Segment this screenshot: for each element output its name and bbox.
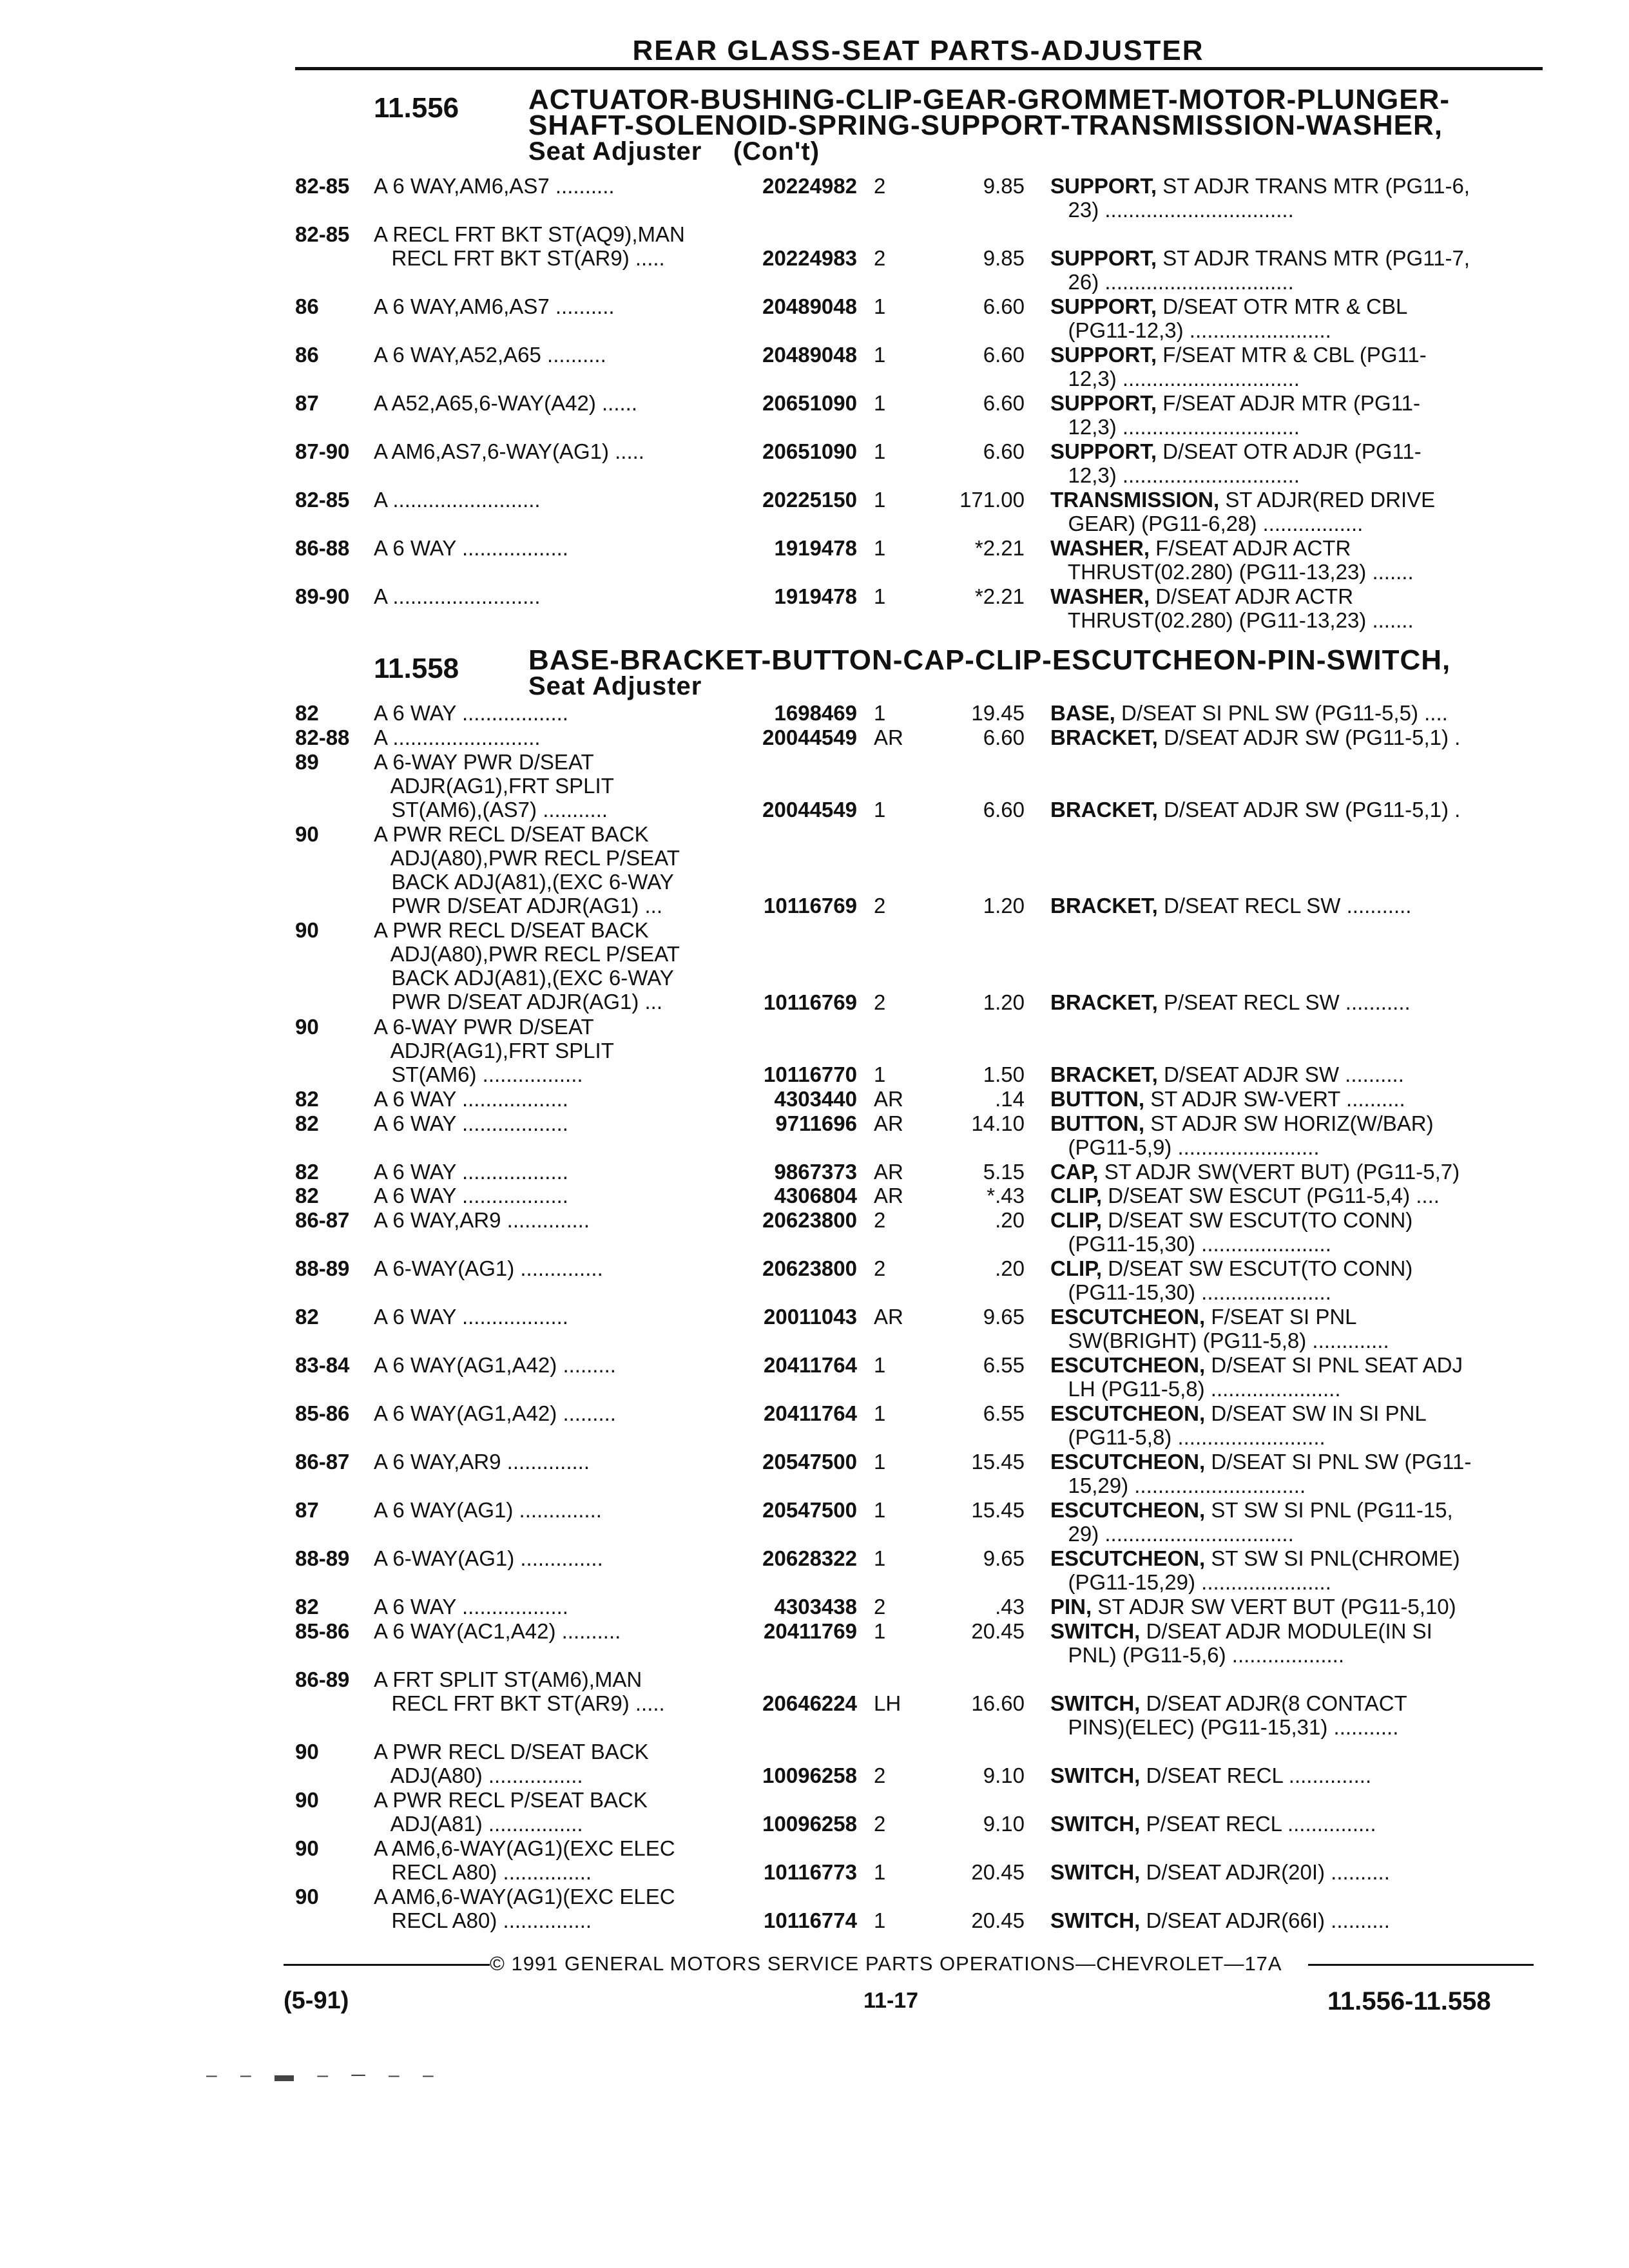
part-number: 10116773 xyxy=(763,1860,857,1885)
part-row xyxy=(0,918,1629,1014)
part-name: CLIP, D/SEAT SW ESCUT (PG11-5,4) .... xyxy=(1050,1184,1440,1208)
application-description: A AM6,AS7,6-WAY(AG1) ..... xyxy=(374,439,644,464)
application-description: A ......................... xyxy=(374,584,541,609)
quantity: 2 xyxy=(874,1256,886,1281)
quantity: AR xyxy=(874,1086,903,1111)
footer-date: (5-91) xyxy=(284,1987,349,2014)
part-name: WASHER, D/SEAT ADJR ACTR THRUST(02.280) (PG11-13,23) ....... xyxy=(1050,584,1414,633)
part-number: 10116769 xyxy=(763,990,857,1014)
part-number: 20489048 xyxy=(762,294,857,319)
part-name: BUTTON, ST ADJR SW-VERT .......... xyxy=(1050,1086,1405,1111)
application-description: A 6-WAY PWR D/SEAT ADJR(AG1),FRT SPLIT ST(AM6),(AS7) ........... xyxy=(374,749,614,822)
price: .20 xyxy=(995,1208,1025,1233)
part-row xyxy=(0,391,1629,439)
part-number: 20011043 xyxy=(763,1305,857,1329)
part-name-keyword: SWITCH, xyxy=(1050,1691,1141,1716)
price: 1.20 xyxy=(983,894,1025,918)
price: 5.15 xyxy=(983,1159,1025,1184)
part-number: 20411769 xyxy=(763,1619,857,1643)
quantity: 1 xyxy=(874,1498,886,1523)
application-description: A 6 WAY .................. xyxy=(374,701,568,725)
model-years: 90 xyxy=(295,918,319,943)
model-years: 90 xyxy=(295,1740,319,1764)
part-row xyxy=(0,1788,1629,1836)
application-description: A PWR RECL D/SEAT BACK ADJ(A80),PWR RECL P/SEAT BACK ADJ(A81),(EXC 6-WAY PWR D/SEAT ADJR(AG1) ... xyxy=(374,918,680,1014)
part-row xyxy=(0,1595,1629,1619)
part-name: SWITCH, D/SEAT ADJR(8 CONTACT PINS)(ELEC) (PG11-15,31) ........... xyxy=(1050,1691,1407,1740)
part-row xyxy=(0,1208,1629,1256)
part-name: BASE, D/SEAT SI PNL SW (PG11-5,5) .... xyxy=(1050,701,1448,725)
part-name: BRACKET, P/SEAT RECL SW ........... xyxy=(1050,990,1411,1014)
part-row xyxy=(0,1836,1629,1884)
application-description: A PWR RECL D/SEAT BACK ADJ(A80),PWR RECL P/SEAT BACK ADJ(A81),(EXC 6-WAY PWR D/SEAT ADJR(AG1) ... xyxy=(374,822,680,918)
price: 9.85 xyxy=(983,174,1025,198)
model-years: 82-88 xyxy=(295,725,350,749)
quantity: 1 xyxy=(874,701,886,725)
part-number: 9711696 xyxy=(775,1111,857,1135)
model-years: 83-84 xyxy=(295,1353,350,1378)
part-name: SUPPORT, ST ADJR TRANS MTR (PG11-6, 23) ................................ xyxy=(1050,174,1470,222)
model-years: 82 xyxy=(295,701,319,725)
quantity: AR xyxy=(874,725,903,749)
section-title-line: SHAFT-SOLENOID-SPRING-SUPPORT-TRANSMISSION-WASHER, xyxy=(528,110,1443,141)
part-name: ESCUTCHEON, ST SW SI PNL(CHROME) (PG11-15,29) ...................... xyxy=(1050,1546,1460,1595)
part-name-keyword: WASHER, xyxy=(1050,536,1150,561)
application-description: A 6-WAY(AG1) .............. xyxy=(374,1256,603,1281)
part-name-keyword: BRACKET, xyxy=(1050,894,1158,918)
part-row xyxy=(0,439,1629,487)
quantity: 1 xyxy=(874,1450,886,1474)
part-name-keyword: BASE, xyxy=(1050,701,1115,725)
part-name: ESCUTCHEON, D/SEAT SI PNL SEAT ADJ LH (PG11-5,8) ...................... xyxy=(1050,1353,1463,1401)
model-years: 86-87 xyxy=(295,1450,350,1474)
quantity: 2 xyxy=(874,246,886,271)
part-name-keyword: SUPPORT, xyxy=(1050,343,1157,367)
part-name-keyword: SUPPORT, xyxy=(1050,174,1157,198)
part-name-keyword: CLIP, xyxy=(1050,1184,1103,1208)
footer-section-range: 11.556-11.558 xyxy=(1327,1987,1491,2015)
part-number: 20224983 xyxy=(762,246,857,271)
part-number: 20411764 xyxy=(763,1353,857,1378)
model-years: 82-85 xyxy=(295,488,350,512)
price: .20 xyxy=(995,1256,1025,1281)
part-name: PIN, ST ADJR SW VERT BUT (PG11-5,10) xyxy=(1050,1595,1456,1619)
part-row xyxy=(0,1546,1629,1594)
quantity: 1 xyxy=(874,294,886,319)
model-years: 86 xyxy=(295,343,319,367)
part-name-keyword: BRACKET, xyxy=(1050,797,1158,822)
part-row xyxy=(0,1740,1629,1787)
part-name: CLIP, D/SEAT SW ESCUT(TO CONN) (PG11-15,30) ...................... xyxy=(1050,1256,1413,1305)
part-number: 4306804 xyxy=(774,1184,857,1208)
price: 6.60 xyxy=(983,725,1025,749)
part-name: SWITCH, P/SEAT RECL ............... xyxy=(1050,1812,1376,1836)
price: 6.60 xyxy=(983,343,1025,367)
quantity: 1 xyxy=(874,1908,886,1933)
part-number: 10116770 xyxy=(763,1062,857,1086)
part-row xyxy=(0,1401,1629,1449)
quantity: 1 xyxy=(874,391,886,416)
model-years: 86-88 xyxy=(295,536,350,561)
part-row xyxy=(0,222,1629,294)
part-number: 20646224 xyxy=(762,1691,857,1716)
price: 6.55 xyxy=(983,1353,1025,1378)
quantity: 2 xyxy=(874,990,886,1014)
part-name: BRACKET, D/SEAT ADJR SW (PG11-5,1) . xyxy=(1050,797,1461,822)
part-number: 10116769 xyxy=(763,894,857,918)
section-title-line: BASE-BRACKET-BUTTON-CAP-CLIP-ESCUTCHEON-PIN-SWITCH, xyxy=(528,644,1451,676)
part-name-keyword: CAP, xyxy=(1050,1159,1099,1184)
part-name: ESCUTCHEON, D/SEAT SW IN SI PNL (PG11-5,8) ......................... xyxy=(1050,1401,1427,1450)
part-row xyxy=(0,1184,1629,1207)
price: *2.21 xyxy=(974,584,1025,609)
part-number: 20225150 xyxy=(762,488,857,512)
quantity: AR xyxy=(874,1305,903,1329)
header-title: REAR GLASS-SEAT PARTS-ADJUSTER xyxy=(632,35,1204,66)
price: 6.60 xyxy=(983,439,1025,464)
model-years: 89-90 xyxy=(295,584,350,609)
application-description: A FRT SPLIT ST(AM6),MAN RECL FRT BKT ST(AR9) ..... xyxy=(374,1667,665,1715)
part-number: 1919478 xyxy=(774,536,857,561)
part-name-keyword: SUPPORT, xyxy=(1050,294,1157,319)
model-years: 86-89 xyxy=(295,1667,350,1691)
quantity: 1 xyxy=(874,1546,886,1571)
quantity: 1 xyxy=(874,1860,886,1885)
price: 171.00 xyxy=(959,488,1025,512)
part-row xyxy=(0,536,1629,584)
price: .43 xyxy=(995,1595,1025,1619)
price: 15.45 xyxy=(971,1450,1025,1474)
part-name-keyword: BRACKET, xyxy=(1050,725,1158,749)
application-description: A 6 WAY,A52,A65 .......... xyxy=(374,343,606,367)
part-name: WASHER, F/SEAT ADJR ACTR THRUST(02.280) (PG11-13,23) ....... xyxy=(1050,536,1414,584)
model-years: 82-85 xyxy=(295,174,350,198)
part-name: BRACKET, D/SEAT ADJR SW .......... xyxy=(1050,1062,1404,1086)
model-years: 82 xyxy=(295,1086,319,1111)
model-years: 90 xyxy=(295,822,319,846)
part-row xyxy=(0,1885,1629,1932)
price: 9.65 xyxy=(983,1305,1025,1329)
price: .14 xyxy=(995,1086,1025,1111)
part-name-keyword: CLIP, xyxy=(1050,1208,1103,1233)
model-years: 82 xyxy=(295,1305,319,1329)
quantity: 1 xyxy=(874,797,886,822)
quantity: 1 xyxy=(874,439,886,464)
application-description: A 6 WAY .................. xyxy=(374,536,568,561)
part-name-keyword: SUPPORT, xyxy=(1050,391,1157,416)
part-name-keyword: BRACKET, xyxy=(1050,1062,1158,1086)
model-years: 90 xyxy=(295,1836,319,1861)
part-row xyxy=(0,1667,1629,1740)
model-years: 82 xyxy=(295,1184,319,1208)
part-row xyxy=(0,294,1629,342)
part-row xyxy=(0,1353,1629,1401)
section-subtitle: Seat Adjuster (Con't) xyxy=(528,137,820,166)
part-number: 10096258 xyxy=(762,1763,857,1788)
part-number: 20489048 xyxy=(762,343,857,367)
price: 9.85 xyxy=(983,246,1025,271)
quantity: 1 xyxy=(874,1619,886,1643)
quantity: 2 xyxy=(874,174,886,198)
quantity: 1 xyxy=(874,1062,886,1086)
price: *2.21 xyxy=(974,536,1025,561)
model-years: 85-86 xyxy=(295,1401,350,1426)
part-number: 20411764 xyxy=(763,1401,857,1426)
price: 9.10 xyxy=(983,1812,1025,1836)
model-years: 90 xyxy=(295,1788,319,1812)
quantity: AR xyxy=(874,1111,903,1135)
part-name-keyword: ESCUTCHEON, xyxy=(1050,1305,1206,1329)
quantity: 2 xyxy=(874,1208,886,1233)
application-description: A 6 WAY,AR9 .............. xyxy=(374,1208,590,1233)
part-name: SUPPORT, ST ADJR TRANS MTR (PG11-7, 26) ................................ xyxy=(1050,246,1470,294)
model-years: 87 xyxy=(295,391,319,416)
application-description: A 6 WAY,AM6,AS7 .......... xyxy=(374,174,615,198)
part-name: SUPPORT, D/SEAT OTR ADJR (PG11- 12,3) .............................. xyxy=(1050,439,1422,488)
application-description: A 6 WAY,AR9 .............. xyxy=(374,1450,590,1474)
part-row xyxy=(0,1015,1629,1087)
part-name-keyword: SWITCH, xyxy=(1050,1812,1141,1836)
part-name-keyword: SWITCH, xyxy=(1050,1763,1141,1788)
quantity: 2 xyxy=(874,1763,886,1788)
application-description: A A52,A65,6-WAY(A42) ...... xyxy=(374,391,638,416)
part-row xyxy=(0,1498,1629,1546)
quantity: AR xyxy=(874,1184,903,1208)
footer-rule-left xyxy=(284,1964,490,1966)
part-number: 20628322 xyxy=(762,1546,857,1571)
part-row xyxy=(0,174,1629,222)
part-name: BRACKET, D/SEAT RECL SW ........... xyxy=(1050,894,1412,918)
part-number: 10116774 xyxy=(763,1908,857,1933)
part-name-keyword: SWITCH, xyxy=(1050,1619,1141,1643)
part-number: 20547500 xyxy=(762,1498,857,1523)
price: 6.55 xyxy=(983,1401,1025,1426)
price: 20.45 xyxy=(971,1908,1025,1933)
price: 9.10 xyxy=(983,1763,1025,1788)
price: 9.65 xyxy=(983,1546,1025,1571)
part-row xyxy=(0,1256,1629,1304)
part-row xyxy=(0,488,1629,535)
part-number: 4303440 xyxy=(774,1086,857,1111)
quantity: 1 xyxy=(874,536,886,561)
part-name: SWITCH, D/SEAT ADJR MODULE(IN SI PNL) (PG11-5,6) ................... xyxy=(1050,1619,1432,1667)
quantity: 2 xyxy=(874,894,886,918)
part-name: ESCUTCHEON, F/SEAT SI PNL SW(BRIGHT) (PG11-5,8) ............. xyxy=(1050,1305,1389,1353)
part-number: 20651090 xyxy=(762,439,857,464)
part-row xyxy=(0,822,1629,918)
application-description: A 6 WAY .................. xyxy=(374,1305,568,1329)
part-row xyxy=(0,1619,1629,1667)
application-description: A 6 WAY .................. xyxy=(374,1595,568,1619)
quantity: AR xyxy=(874,1159,903,1184)
section-number: 11.556 xyxy=(374,92,459,124)
footer-rule-right xyxy=(1308,1964,1534,1966)
part-number: 20044549 xyxy=(762,797,857,822)
quantity: 2 xyxy=(874,1812,886,1836)
part-name-keyword: ESCUTCHEON, xyxy=(1050,1450,1206,1474)
application-description: A PWR RECL D/SEAT BACK ADJ(A80) ................ xyxy=(374,1740,649,1788)
part-name: SWITCH, D/SEAT RECL .............. xyxy=(1050,1763,1372,1788)
price: 6.60 xyxy=(983,391,1025,416)
part-name-keyword: BUTTON, xyxy=(1050,1111,1145,1135)
price: 19.45 xyxy=(971,701,1025,725)
part-row xyxy=(0,750,1629,822)
model-years: 82-85 xyxy=(295,222,350,246)
application-description: A 6 WAY(AG1) .............. xyxy=(374,1498,602,1523)
application-description: A ......................... xyxy=(374,725,541,749)
price: 20.45 xyxy=(971,1860,1025,1885)
section-title-line: ACTUATOR-BUSHING-CLIP-GEAR-GROMMET-MOTOR-PLUNGER- xyxy=(528,84,1451,115)
part-name-keyword: SWITCH, xyxy=(1050,1860,1141,1885)
part-name: BRACKET, D/SEAT ADJR SW (PG11-5,1) . xyxy=(1050,725,1461,749)
price: 14.10 xyxy=(971,1111,1025,1135)
price: 20.45 xyxy=(971,1619,1025,1643)
model-years: 87 xyxy=(295,1498,319,1523)
model-years: 88-89 xyxy=(295,1256,350,1281)
quantity: 1 xyxy=(874,343,886,367)
part-number: 20623800 xyxy=(762,1256,857,1281)
application-description: A 6 WAY(AG1,A42) ......... xyxy=(374,1353,616,1378)
application-description: A PWR RECL P/SEAT BACK ADJ(A81) ................ xyxy=(374,1788,648,1836)
part-row xyxy=(0,726,1629,749)
price: *.43 xyxy=(987,1184,1025,1208)
part-name-keyword: SWITCH, xyxy=(1050,1908,1141,1933)
part-name: BUTTON, ST ADJR SW HORIZ(W/BAR) (PG11-5,9) ........................ xyxy=(1050,1111,1434,1159)
quantity: LH xyxy=(874,1691,901,1716)
application-description: A 6 WAY .................. xyxy=(374,1111,568,1135)
part-number: 4303438 xyxy=(774,1595,857,1619)
part-name-keyword: ESCUTCHEON, xyxy=(1050,1401,1206,1426)
part-number: 10096258 xyxy=(762,1812,857,1836)
quantity: 1 xyxy=(874,1353,886,1378)
section-title xyxy=(528,84,1572,166)
quantity: 1 xyxy=(874,488,886,512)
part-number: 9867373 xyxy=(774,1159,857,1184)
part-name: ESCUTCHEON, ST SW SI PNL (PG11-15, 29) ................................ xyxy=(1050,1498,1453,1546)
model-years: 90 xyxy=(295,1885,319,1909)
application-description: A AM6,6-WAY(AG1)(EXC ELEC RECL A80) ............... xyxy=(374,1885,675,1933)
part-name: CAP, ST ADJR SW(VERT BUT) (PG11-5,7) xyxy=(1050,1159,1460,1184)
part-name-keyword: SUPPORT, xyxy=(1050,246,1157,271)
part-name-keyword: ESCUTCHEON, xyxy=(1050,1353,1206,1378)
application-description: A 6 WAY .................. xyxy=(374,1086,568,1111)
application-description: A 6 WAY .................. xyxy=(374,1159,568,1184)
part-row xyxy=(0,1160,1629,1184)
part-number: 20547500 xyxy=(762,1450,857,1474)
part-name: ESCUTCHEON, D/SEAT SI PNL SW (PG11- 15,29) ............................. xyxy=(1050,1450,1472,1498)
part-name-keyword: BUTTON, xyxy=(1050,1086,1145,1111)
part-name-keyword: PIN, xyxy=(1050,1595,1092,1619)
part-name-keyword: ESCUTCHEON, xyxy=(1050,1546,1206,1571)
model-years: 85-86 xyxy=(295,1619,350,1643)
quantity: 1 xyxy=(874,584,886,609)
part-row xyxy=(0,1450,1629,1497)
model-years: 87-90 xyxy=(295,439,350,464)
part-name-keyword: ESCUTCHEON, xyxy=(1050,1498,1206,1523)
model-years: 82 xyxy=(295,1111,319,1135)
price: 1.50 xyxy=(983,1062,1025,1086)
part-name-keyword: SUPPORT, xyxy=(1050,439,1157,464)
price: 15.45 xyxy=(971,1498,1025,1523)
application-description: A ......................... xyxy=(374,488,541,512)
part-row xyxy=(0,584,1629,632)
part-number: 1698469 xyxy=(774,701,857,725)
part-name: SWITCH, D/SEAT ADJR(20I) .......... xyxy=(1050,1860,1390,1885)
application-description: A 6-WAY PWR D/SEAT ADJR(AG1),FRT SPLIT ST(AM6) ................. xyxy=(374,1014,614,1086)
model-years: 86 xyxy=(295,294,319,319)
part-name-keyword: CLIP, xyxy=(1050,1256,1103,1281)
price: 6.60 xyxy=(983,797,1025,822)
application-description: A RECL FRT BKT ST(AQ9),MAN RECL FRT BKT ST(AR9) ..... xyxy=(374,222,685,270)
part-name: SUPPORT, D/SEAT OTR MTR & CBL (PG11-12,3) ........................ xyxy=(1050,294,1408,343)
part-row xyxy=(0,343,1629,390)
part-number: 20623800 xyxy=(762,1208,857,1233)
quantity: 2 xyxy=(874,1595,886,1619)
part-name: SUPPORT, F/SEAT MTR & CBL (PG11- 12,3) .............................. xyxy=(1050,343,1427,391)
application-description: A 6 WAY .................. xyxy=(374,1184,568,1208)
part-name: SUPPORT, F/SEAT ADJR MTR (PG11- 12,3) .............................. xyxy=(1050,391,1420,439)
part-row xyxy=(0,1111,1629,1159)
header-rule xyxy=(295,67,1543,70)
model-years: 82 xyxy=(295,1595,319,1619)
price: 1.20 xyxy=(983,990,1025,1014)
footer-page-number: 11-17 xyxy=(863,1988,919,2013)
part-number: 20224982 xyxy=(762,174,857,198)
application-description: A AM6,6-WAY(AG1)(EXC ELEC RECL A80) ............... xyxy=(374,1836,675,1885)
part-name-keyword: WASHER, xyxy=(1050,584,1150,609)
part-row xyxy=(0,701,1629,725)
part-name-keyword: BRACKET, xyxy=(1050,990,1158,1014)
part-number: 20651090 xyxy=(762,391,857,416)
price: 6.60 xyxy=(983,294,1025,319)
part-number: 1919478 xyxy=(774,584,857,609)
price: 16.60 xyxy=(971,1691,1025,1716)
model-years: 89 xyxy=(295,749,319,774)
part-name: SWITCH, D/SEAT ADJR(66I) .......... xyxy=(1050,1908,1390,1933)
scan-specks: ‒ ‒ ▬ ‒ ─ ‒ ‒ xyxy=(206,2064,443,2086)
part-row xyxy=(0,1087,1629,1111)
section-subtitle: Seat Adjuster xyxy=(528,672,702,700)
part-name: CLIP, D/SEAT SW ESCUT(TO CONN) (PG11-15,30) ...................... xyxy=(1050,1208,1413,1256)
footer-copyright: © 1991 GENERAL MOTORS SERVICE PARTS OPERATIONS—CHEVROLET—17A xyxy=(490,1952,1282,1975)
part-name-keyword: TRANSMISSION, xyxy=(1050,488,1220,512)
quantity: 1 xyxy=(874,1401,886,1426)
application-description: A 6 WAY(AC1,A42) .......... xyxy=(374,1619,621,1643)
part-name: TRANSMISSION, ST ADJR(RED DRIVE GEAR) (PG11-6,28) ................. xyxy=(1050,488,1436,536)
model-years: 86-87 xyxy=(295,1208,350,1233)
section-title xyxy=(528,644,1572,700)
model-years: 90 xyxy=(295,1014,319,1039)
part-row xyxy=(0,1305,1629,1352)
model-years: 88-89 xyxy=(295,1546,350,1571)
model-years: 82 xyxy=(295,1159,319,1184)
application-description: A 6 WAY,AM6,AS7 .......... xyxy=(374,294,615,319)
section-number: 11.558 xyxy=(374,653,459,684)
part-number: 20044549 xyxy=(762,725,857,749)
application-description: A 6-WAY(AG1) .............. xyxy=(374,1546,603,1571)
application-description: A 6 WAY(AG1,A42) ......... xyxy=(374,1401,616,1426)
